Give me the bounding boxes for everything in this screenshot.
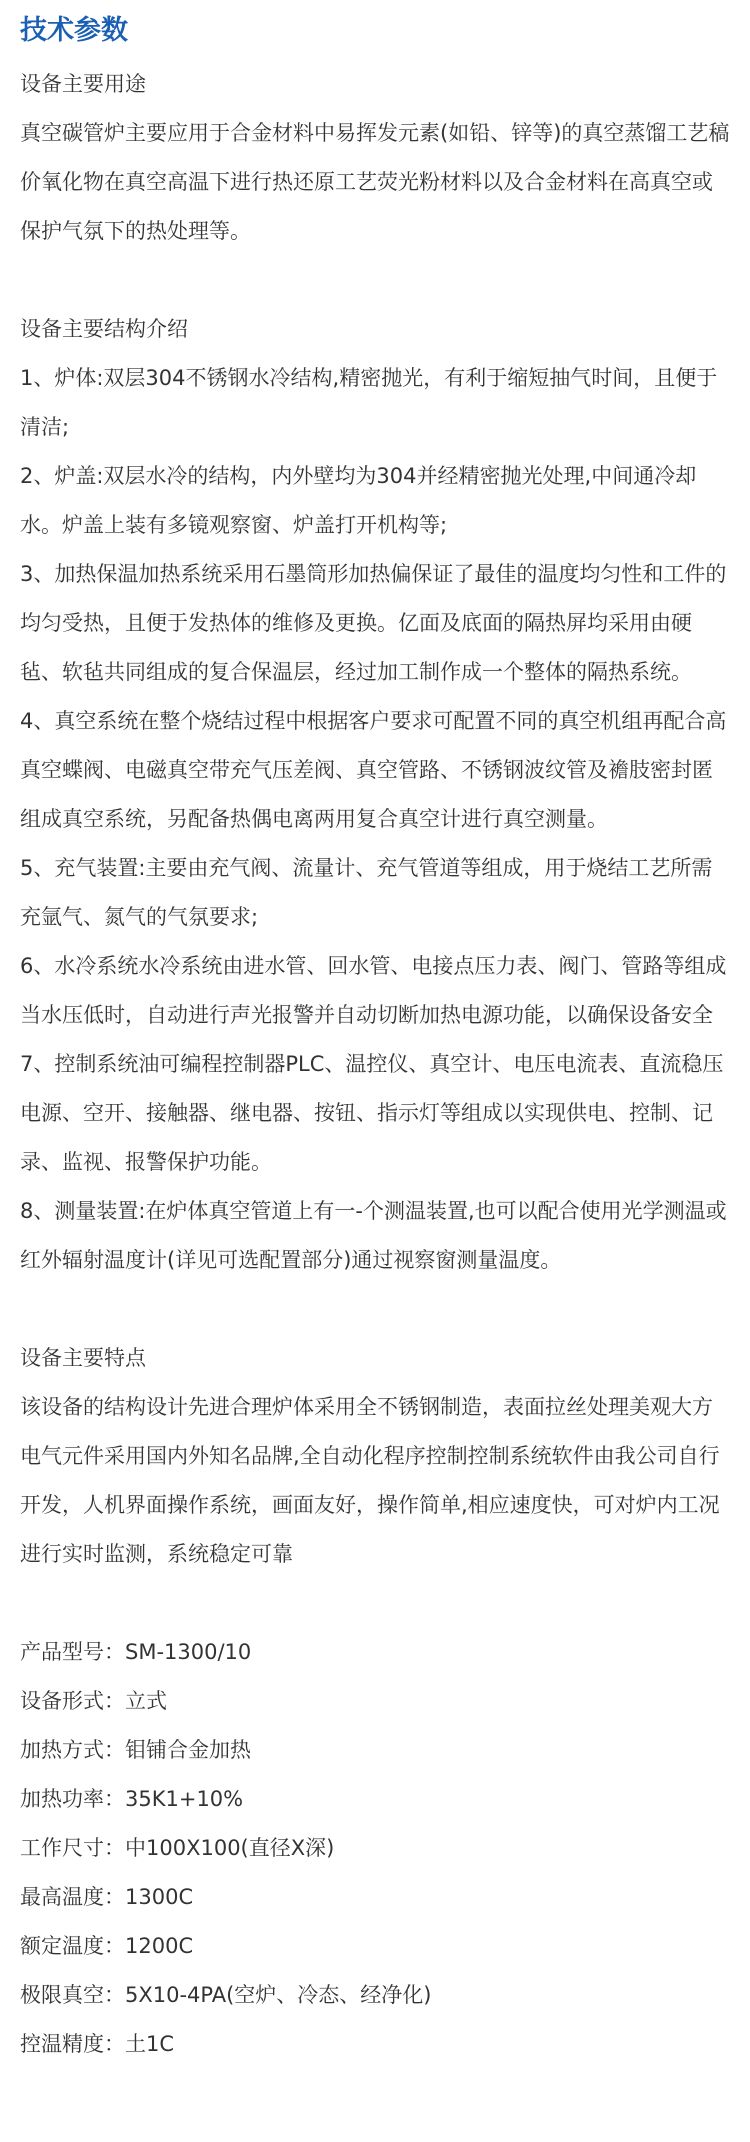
spec-value: 中100X100(直径X深) (125, 1836, 335, 1860)
spec-label: 工作尺寸： (20, 1836, 125, 1860)
spec-label: 加热方式： (20, 1738, 125, 1762)
spec-label: 产品型号： (20, 1640, 125, 1664)
page-title: 技术参数 (20, 15, 128, 46)
spec-label: 设备形式： (20, 1689, 125, 1713)
structure-item-7: 7、控制系统油可编程控制器PLC、温控仪、真空计、电压电流表、直流稳压电源、空开、接触器、继电器、按钮、指示灯等组成以实现供电、控制、记录、监视、报警保护功能。 (20, 1052, 724, 1174)
spec-row-heating-method (20, 1726, 730, 1775)
structure-item-1: 1、炉体:双层304不锈钢水冷结构,精密抛光，有利于缩短抽气时间，且便于清洁; (20, 366, 718, 439)
structure-item-2: 2、炉盖:双层水冷的结构，内外壁均为304并经精密抛光处理,中间通冷却水。炉盖上装有多镜观察窗、炉盖打开机构等; (20, 464, 697, 537)
spec-row-model (20, 1628, 730, 1677)
usage-heading: 设备主要用途 (20, 72, 146, 96)
structure-item-5: 5、充气装置:主要由充气阀、流量计、充气管道等组成，用于烧结工艺所需充氩气、氮气的气氛要求; (20, 856, 713, 929)
spec-row-max-temp (20, 1873, 730, 1922)
structure-section (20, 305, 730, 1285)
spec-row-heating-power (20, 1775, 730, 1824)
spec-value: 35K1+10% (125, 1787, 244, 1811)
features-section (20, 1334, 730, 1579)
structure-item-8: 8、测量装置:在炉体真空管道上有一-个测温装置,也可以配合使用光学测温或红外辐射温度计(详见可选配置部分)通过视察窗测量温度。 (20, 1199, 727, 1272)
features-heading: 设备主要特点 (20, 1346, 146, 1370)
spec-value: 立式 (125, 1689, 167, 1713)
spec-label: 控温精度： (20, 2032, 125, 2056)
spec-value: 1200C (125, 1934, 194, 1958)
spec-list (20, 1628, 730, 2069)
spec-label: 额定温度： (20, 1934, 125, 1958)
spec-label: 极限真空： (20, 1983, 125, 2007)
structure-item-6: 6、水冷系统水冷系统由进水管、回水管、电接点压力表、阀门、管路等组成当水压低时，自动进行声光报警并自动切断加热电源功能，以确保设备安全 (20, 954, 727, 1027)
spec-value: 5X10-4PA(空炉、冷态、经净化) (125, 1983, 432, 2007)
usage-section (20, 60, 730, 256)
spacer (20, 256, 730, 305)
spec-label: 加热功率： (20, 1787, 125, 1811)
spec-row-temp-accuracy (20, 2020, 730, 2069)
structure-item-3: 3、加热保温加热系统采用石墨筒形加热偏保证了最佳的温度均匀性和工件的均匀受热，且便于发热体的维修及更换。亿面及底面的隔热屏均采用由硬毡、软毡共同组成的复合保温层，经过加工制作成一个整体的隔热系统。 (20, 562, 727, 684)
spec-row-work-size (20, 1824, 730, 1873)
spec-label: 最高温度： (20, 1885, 125, 1909)
structure-heading: 设备主要结构介绍 (20, 317, 188, 341)
spec-value: 1300C (125, 1885, 194, 1909)
spacer (20, 1285, 730, 1334)
features-text: 该设备的结构设计先进合理炉体采用全不锈钢制造，表面拉丝处理美观大方电气元件采用国内外知名品牌,全自动化程序控制控制系统软件由我公司自行开发，人机界面操作系统，画面友好，操作简单,相应速度快，可对炉内工况进行实时监测，系统稳定可靠 (20, 1395, 720, 1566)
spec-row-ultimate-vacuum (20, 1971, 730, 2020)
usage-text: 真空碳管炉主要应用于合金材料中易挥发元素(如铅、锌等)的真空蒸馏工艺稿价氧化物在真空高温下进行热还原工艺荧光粉材料以及合金材料在高真空或保护气氛下的热处理等。 (20, 121, 730, 243)
spec-row-form (20, 1677, 730, 1726)
structure-item-4: 4、真空系统在整个烧结过程中根据客户要求可配置不同的真空机组再配合高真空蝶阀、电磁真空带充气压差阀、真空管路、不锈钢波纹管及襜肢密封匿组成真空系统，另配备热偶电离两用复合真空计进行真空测量。 (20, 709, 727, 831)
spacer (20, 1579, 730, 1628)
spec-value: 土1C (125, 2032, 175, 2056)
spec-row-rated-temp (20, 1922, 730, 1971)
spec-value: SM-1300/10 (125, 1640, 252, 1664)
spec-value: 钼铺合金加热 (125, 1738, 251, 1762)
